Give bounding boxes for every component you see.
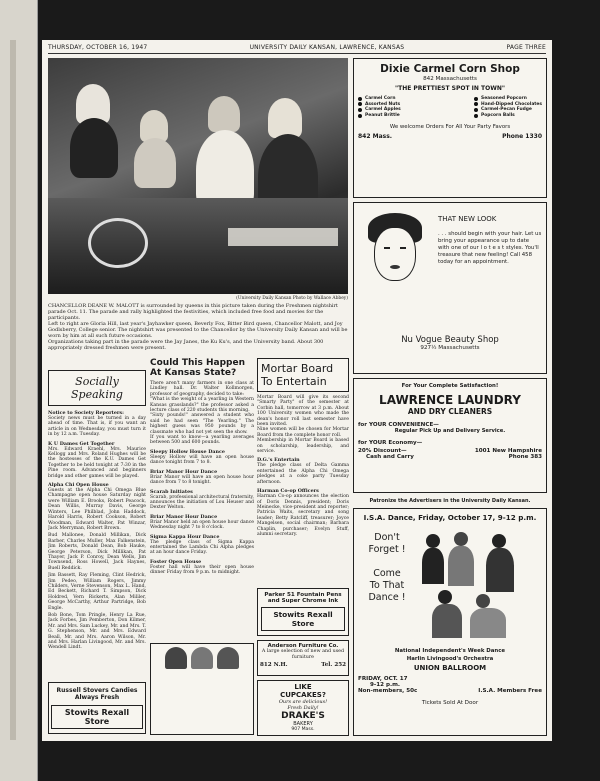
society-notice: Society news must be turned in a day ahead of time. That is, if you want an article in on Wednesday, you must turn it in by 12 a.m. Tuesday. xyxy=(48,416,146,438)
anderson-name: Anderson Furniture Co. xyxy=(267,643,339,649)
lips-icon xyxy=(390,265,400,269)
society-head-2: Alpha Chi Open House xyxy=(48,482,109,489)
mortar-para-3: Membership in Mortar Board is based on scholarship, leadership, and service. xyxy=(257,438,349,455)
parade-photo xyxy=(48,58,348,294)
dixie-welcome: We welcome Orders For All Your Party Favors xyxy=(389,124,511,131)
photo-caption: CHANCELLOR DEANE W. MALOTT is surrounded by queens in this picture taken during the Freshmen nightshirt parade Oct. 11. The parade and rally highlighted the festivities, which included free food and movies for the participants. xyxy=(48,303,338,321)
dance-title: I.S.A. Dance, Friday, October 17, 9-12 p.m. xyxy=(363,513,537,522)
laundry-name-2: AND DRY CLEANERS xyxy=(407,407,493,416)
drakes-line-2: Fresh Daily! xyxy=(287,705,319,711)
stowits-2-line-2: and Super Chrome Ink xyxy=(267,598,339,604)
stowits-ad-2 xyxy=(257,588,349,636)
laundry-address: 1001 New Hampshire xyxy=(474,448,542,454)
dance-forget: Forget ! xyxy=(368,544,406,555)
stowits-1-name: Stowits Rexall Store xyxy=(51,705,143,729)
photo-credit: (University Daily Kansan Photo by Wallace Abbey) xyxy=(236,296,348,301)
mortar-para-1: Mortar Board will give its second "Smarty Party" of the semester at Corbin hall, tomorrow at 3 p.m. About 100 University women who made the dean's honor roll last semester have been invited. xyxy=(257,395,349,428)
dancer-head-icon xyxy=(492,534,506,548)
mortar-head-2: D.G.'s Entertain xyxy=(257,457,300,464)
header-date: THURSDAY, OCTOBER 16, 1947 xyxy=(48,44,148,51)
photo-car-trim xyxy=(228,228,338,246)
header-page: PAGE THREE xyxy=(506,44,546,51)
dancers-illustration xyxy=(416,528,542,640)
dancer-head-icon xyxy=(426,534,440,548)
header-paper: UNIVERSITY DAILY KANSAN, LAWRENCE, KANSAS xyxy=(249,44,405,51)
notice-text-6: Foster hall will have their open house dinner Friday from 9 p.m. to midnight. xyxy=(150,564,254,576)
dixie-item: Assorted Nuts xyxy=(358,102,401,108)
society-para-3: Bud Mallonee, Donald Millikan, Dick Barber, Charles Muller, Max Falkenstein, Jim Roberts, Donald Dean, Bob Hauke, George Peterson, Dick Millikan, Pat Thayer, Jack P. Conroy, Dean Wells, Jim Townsend, Ross Howell, Jack Haynes, Buell Reddick. xyxy=(48,533,146,571)
bullet-icon xyxy=(474,114,478,118)
binding-edge xyxy=(0,0,38,781)
dixie-slogan: "THE PRETTIEST SPOT IN TOWN" xyxy=(394,85,505,92)
dixie-item: Carmel Apples xyxy=(358,107,401,113)
photo-figure xyxy=(208,96,240,132)
notice-head-1: Sleepy Hollow House Dance xyxy=(150,448,225,455)
society-para-1: Mrs. Edward Kraehl, Mrs. Maurice Kellogg and Mrs. Roland Hughes will be the hostesses of the K.U. Dames Get Together to be held tonight at 7:30 in the Pine room. Advanced and beginners bridge and other games will be played. xyxy=(48,446,146,479)
drakes-line-1: Ours are delicious! xyxy=(278,699,328,705)
eye-icon xyxy=(400,247,406,249)
dixie-items xyxy=(358,96,542,118)
notice-head-5: Sigma Kappa Hour Dance xyxy=(150,533,220,540)
dance-fri: FRIDAY, OCT. 17 xyxy=(358,676,408,682)
face-icon xyxy=(374,227,416,281)
mortar-para-5: Harman Co-op announces the election of Doris Dennis, president; Doris Meinecke, vice-president and reporter; Patricia Waits, secretary and song leader; Betty Ratcliff, treasurer; Joyce Mangelsen, social chairman; Barbara Chaplin, purchaser; Evelyn Stuff, alumni secretary. xyxy=(257,494,349,537)
dance-line-2: Harlin Livingood's Orchestra xyxy=(406,656,494,662)
woman-illustration xyxy=(358,207,432,319)
stowits-1-line-1: Russell Stovers Candies xyxy=(56,687,138,694)
anderson-address: 812 N.H. xyxy=(260,662,288,669)
dixie-item: Hand-Dipped Chocolates xyxy=(474,102,542,108)
notice-head-2: Briar Manor Hour Dance xyxy=(150,468,218,475)
drakes-text-ad xyxy=(257,680,349,736)
dixie-item: Popcorn Balls xyxy=(474,113,542,119)
anderson-phone: Tel. 252 xyxy=(321,662,346,669)
dixie-footer-right: Phone 1330 xyxy=(502,133,542,141)
photo-figure xyxy=(134,138,176,188)
anderson-ad xyxy=(257,640,349,676)
dixie-items-right xyxy=(474,96,542,118)
dance-line-1: National Independent's Week Dance xyxy=(394,648,506,654)
dixie-item: Carmel Corn xyxy=(358,96,401,102)
farm-para-4: If you want to know—a yearling averages between 500 and 600 pounds. xyxy=(150,435,254,446)
beauty-headline: THAT NEW LOOK xyxy=(438,215,497,223)
dancer-body-icon xyxy=(422,548,444,584)
dance-line-3: UNION BALLROOM xyxy=(413,664,487,672)
bullet-icon xyxy=(474,102,478,106)
dixie-footer-left: 842 Mass. xyxy=(358,133,393,141)
dance-nonmembers: Non-members, 50c xyxy=(358,688,418,694)
dancer-head-icon xyxy=(476,594,490,608)
bullet-icon xyxy=(358,102,362,106)
dixie-item: Peanut Brittle xyxy=(358,113,401,119)
newspaper-page xyxy=(42,40,552,741)
laundry-conv: Regular Pick Up and Delivery Service. xyxy=(394,428,506,434)
laundry-cash: Cash and Carry xyxy=(366,454,414,460)
society-para-5: Bob Bone, Tom Pringle, Henry La Rue, Jack Forbes, Jim Pemberton, Don Kilmer, Mr. and Mrs. Sam Luckey, Mr. and Mrs. T. G. Stephenson, Mr. and Mrs. Edward Beall, Mr. and Mrs. Aaron Wilson, Mr. and Mrs. Harlan Livingood, Mr. and Mrs. Wendell Lindt. xyxy=(48,613,146,651)
mortar-head-3: Harman Co-op Officers xyxy=(257,488,319,495)
dancer-head-icon xyxy=(438,590,452,604)
notice-text-1: Sleepy Hollow will have an open house dance tonight from 7 to 8. xyxy=(150,454,254,466)
notice-text-3: Scarab, professional architectural fraternity, announces the initiation of Lou Heuser and Dexter Welton. xyxy=(150,494,254,511)
stowits-2-line-1: Parker 51 Fountain Pens xyxy=(264,592,342,598)
photo-figure xyxy=(268,98,302,138)
notice-head-6: Foster Open House xyxy=(150,558,202,565)
notice-head-3: Scarab Initiates xyxy=(150,488,193,495)
drakes-ad xyxy=(150,643,254,735)
bullet-icon xyxy=(474,97,478,101)
dixie-address: 842 Massachusetts xyxy=(423,76,477,82)
anderson-line: A large selection of new and used furniture xyxy=(261,649,345,660)
society-title-2: Speaking xyxy=(71,388,123,401)
patronize-line: Patronize the Advertisers in the University Daily Kansan. xyxy=(369,498,531,504)
drakes-sub: BAKERY xyxy=(293,721,313,727)
dancer-body-icon xyxy=(448,546,474,586)
bullet-icon xyxy=(358,97,362,101)
dancer-body-icon xyxy=(432,604,462,638)
dance-tickets: Tickets Sold At Door xyxy=(421,700,479,706)
drakes-q1: LIKE xyxy=(294,683,312,691)
farm-para-3: "Sixty pounds!" answered a student who said he had seen "The Yearling." The highest guess was 950 pounds by a classmate who had not yet seen the show. xyxy=(150,413,254,435)
beauty-name: Nu Vogue Beauty Shop xyxy=(401,335,499,345)
dixie-ad xyxy=(353,58,547,198)
bullet-icon xyxy=(358,108,362,112)
dixie-item: Seasoned Popcorn xyxy=(474,96,542,102)
photo-figure xyxy=(70,118,118,178)
notice-head-4: Briar Manor Hour Dance xyxy=(150,513,218,520)
laundry-ad xyxy=(353,378,547,493)
dance-dont: Don't xyxy=(374,532,400,543)
society-notice-head: Notice to Society Reporters: xyxy=(48,410,124,416)
eye-icon xyxy=(384,247,390,249)
cupcake-illustration xyxy=(154,647,250,669)
dancer-head-icon xyxy=(454,532,468,546)
farm-para-2: "What is the weight of a yearling in Western Kansas grasslands?" the professor asked a lecture class of 220 students this morning. xyxy=(150,397,254,414)
society-para-4: Jim Bassett, Ray Fleming, Clint Hedrick, Jim Pedeo, William Rogers, Jimmy Childers, Verne Stevenson, Max L. Hand, Ed Beckett, Richard T. Simpson, Dick Holdred, Vern Rickerts, Alan Mililer, George McCarthy, Arthur Partridge, Bob Engle. xyxy=(48,573,146,611)
mortar-para-4: The pledge class of Delta Gamma entertained the Alpha Chi Omega pledges at a coke party Tuesday afternoon. xyxy=(257,463,349,485)
cupcake-icon xyxy=(191,647,213,669)
photo-caption-block xyxy=(48,296,348,351)
drakes-address: 907 Mass. xyxy=(291,727,315,732)
photo-wheel xyxy=(88,218,148,268)
society-head-1: K U Dames Get Together xyxy=(48,440,115,447)
society-heading xyxy=(48,370,146,406)
laundry-econ-head: for YOUR Economy— xyxy=(358,440,423,446)
drakes-q2: CUPCAKES? xyxy=(280,691,326,699)
cupcake-icon xyxy=(217,647,239,669)
laundry-conv-head: for YOUR CONVENIENCE— xyxy=(358,422,439,428)
beauty-body: . . . should begin with your hair. Let us bring your appearance up to date with one of our l o t e s t styles. You'll treasure that new feeling! Call 458 today for an appointment. xyxy=(438,231,542,265)
photo-caption-2: Left to right are Gloria Hill, last year's Jayhawker queen, Beverly Fox, Bitter Bird queen, Chancellor Malott, and Joy Godlsberry, College senior. The nightshirt was presented to the Chancellor by the University Daily Kansan and will be worn by him at all such future occasions. xyxy=(48,321,348,339)
drakes-name: DRAKE'S xyxy=(281,711,325,721)
mortar-heading xyxy=(257,358,349,392)
bullet-icon xyxy=(358,114,362,118)
laundry-top: For Your Complete Satisfaction! xyxy=(401,383,499,389)
beauty-address: 927½ Massachusetts xyxy=(420,345,480,351)
stowits-ad-1 xyxy=(48,682,146,734)
dixie-items-left xyxy=(358,96,401,118)
dixie-item: Carmel-Pecan Fudge xyxy=(474,107,542,113)
dance-members: I.S.A. Members Free xyxy=(478,688,542,694)
stowits-1-line-2: Always Fresh xyxy=(74,694,120,701)
notice-text-2: Briar Manor will have an open house hour dance from 7 to 8 tonight. xyxy=(150,474,254,486)
isa-dance-ad xyxy=(353,508,547,736)
bullet-icon xyxy=(474,108,478,112)
beauty-ad xyxy=(353,202,547,374)
laundry-phone: Phone 383 xyxy=(508,454,542,460)
dance-time: 9-12 p.m. xyxy=(370,682,401,688)
laundry-discount: 20% Discount— xyxy=(358,448,407,454)
dance-dance: Dance ! xyxy=(368,592,406,603)
society-title-1: Socially xyxy=(75,375,119,388)
mortar-para-2: Nine women will be chosen for Mortar Board from the complete honor roll. xyxy=(257,427,349,438)
notice-text-4: Briar Manor held an open house hour dance Wednesday night 7 to 8 o'clock. xyxy=(150,519,254,531)
farm-title: Could This Happen At Kansas State? xyxy=(150,358,245,378)
society-para-2: Guests at the Alpha Chi Omega Blue Champagne open house Saturday night were William E. Brooks, Robert Peacock, Dean Willis, Murray Davis, George Winters, Lee Philblad, John Haddock, Harold Harris, Robert Cookson, Robert Woodman, Edward Walter, Pat Winzar, Jack Merryman, Robert Brown. xyxy=(48,488,146,531)
dixie-title: Dixie Carmel Corn Shop xyxy=(380,63,520,75)
photo-caption-3: Organizations taking part in the parade were the Jay Janes, the Ku Ku's, and the University band. About 300 appropriately dressed freshmen were present. xyxy=(48,339,324,351)
dancer-body-icon xyxy=(470,608,506,638)
dance-to: To That xyxy=(369,580,405,591)
page-header xyxy=(48,44,546,54)
dance-come: Come xyxy=(373,568,401,579)
mortar-title: Mortar Board To Entertain xyxy=(261,362,334,388)
cupcake-icon xyxy=(165,647,187,669)
dancer-body-icon xyxy=(486,548,514,592)
notice-text-5: The pledge class of Sigma Kappa entertained the Lambda Chi Alpha pledges at an hour dance Friday. xyxy=(150,539,254,556)
farm-para-1: There aren't many farmers in one class at Lindley hall. Dr. Walter Kollmorgen, professor of geography, decided to take: xyxy=(150,381,254,397)
stowits-2-name: Stowits Rexall Store xyxy=(261,607,345,631)
laundry-name-1: LAWRENCE LAUNDRY xyxy=(379,393,521,407)
